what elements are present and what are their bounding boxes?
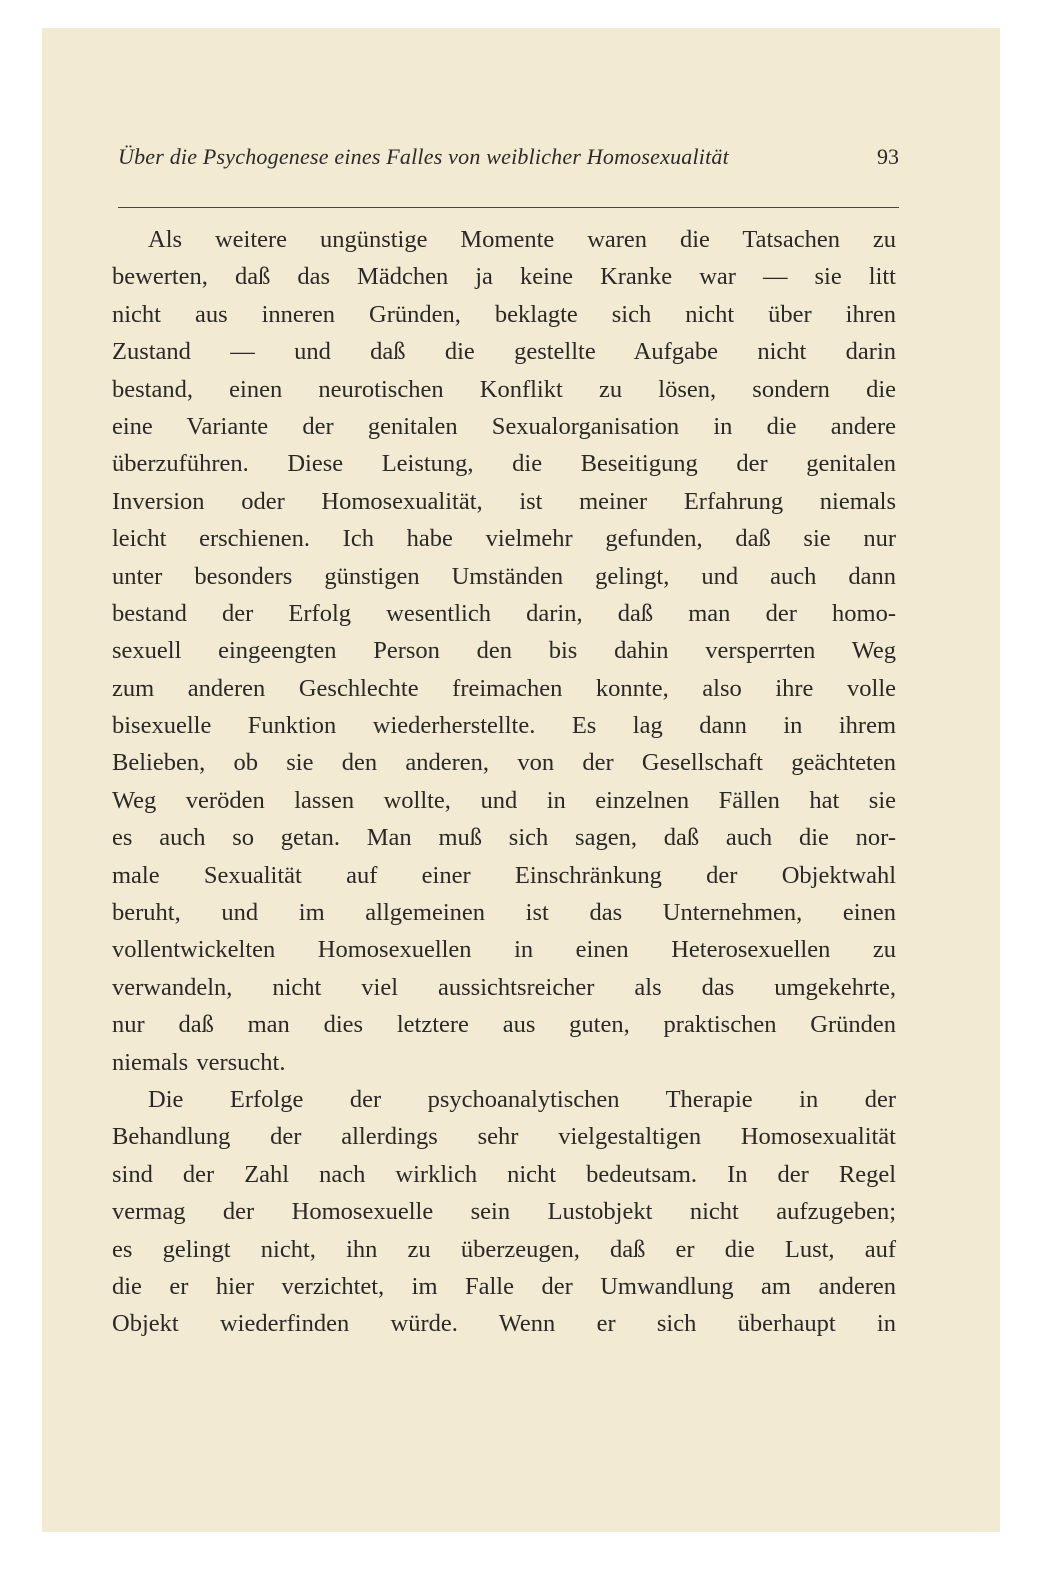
text-line: unter besonders günstigen Umständen gelingt, und auch dann (112, 562, 896, 590)
text-line: Inversion oder Homosexualität, ist meiner Erfahrung niemals (112, 487, 896, 515)
text-line: sexuell eingeengten Person den bis dahin versperrten Weg (112, 637, 896, 665)
text-line: leicht erschienen. Ich habe vielmehr gefunden, daß sie nur (112, 525, 896, 553)
text-line: nur daß man dies letztere aus guten, praktischen Gründen (112, 1011, 896, 1039)
text-line: die er hier verzichtet, im Falle der Umwandlung am anderen (112, 1272, 896, 1300)
page-number: 93 (877, 144, 899, 169)
text-line: Zustand — und daß die gestellte Aufgabe nicht darin (112, 338, 896, 366)
text-line: bewerten, daß das Mädchen ja keine Kranke war — sie litt (112, 263, 896, 291)
running-title: Über die Psychogenese eines Falles von weiblicher Homosexualität (118, 144, 729, 169)
text-line: sind der Zahl nach wirklich nicht bedeutsam. In der Regel (112, 1160, 896, 1188)
text-line: Weg veröden lassen wollte, und in einzelnen Fällen hat sie (112, 786, 896, 814)
text-line: vermag der Homosexuelle sein Lustobjekt nicht aufzugeben; (112, 1198, 896, 1226)
text-line: überzuführen. Diese Leistung, die Beseitigung der genitalen (112, 450, 896, 478)
text-line: eine Variante der genitalen Sexualorganisation in die andere (112, 412, 896, 440)
text-line: Belieben, ob sie den anderen, von der Gesellschaft geächteten (112, 749, 896, 777)
text-line: male Sexualität auf einer Einschränkung der Objektwahl (112, 861, 896, 889)
text-line: Objekt wiederfinden würde. Wenn er sich überhaupt in (112, 1310, 896, 1338)
text-line: beruht, und im allgemeinen ist das Unternehmen, einen (112, 899, 896, 927)
paragraph (112, 221, 896, 1081)
running-header (118, 144, 899, 174)
text-line: bestand der Erfolg wesentlich darin, daß man der homo- (112, 599, 896, 627)
book-page (42, 28, 1000, 1532)
text-line: bisexuelle Funktion wiederherstellte. Es lag dann in ihrem (112, 712, 896, 740)
text-line: nicht aus inneren Gründen, beklagte sich nicht über ihren (112, 300, 896, 328)
text-line: Als weitere ungünstige Momente waren die Tatsachen zu (148, 226, 896, 253)
header-rule (118, 207, 899, 208)
text-line: bestand, einen neurotischen Konflikt zu lösen, sondern die (112, 375, 896, 403)
text-line: verwandeln, nicht viel aussichtsreicher als das umgekehrte, (112, 973, 896, 1001)
paragraph (112, 1081, 896, 1343)
text-line: Behandlung der allerdings sehr vielgestaltigen Homosexualität (112, 1123, 896, 1151)
text-line: vollentwickelten Homosexuellen in einen Heterosexuellen zu (112, 936, 896, 964)
text-line: es gelingt nicht, ihn zu überzeugen, daß er die Lust, auf (112, 1235, 896, 1263)
text-line: Die Erfolge der psychoanalytischen Therapie in der (148, 1085, 896, 1113)
text-line: es auch so getan. Man muß sich sagen, daß auch die nor- (112, 824, 896, 852)
body-text (112, 221, 896, 1343)
text-line: niemals versucht. (112, 1048, 286, 1076)
text-line: zum anderen Geschlechte freimachen konnte, also ihre volle (112, 674, 896, 702)
